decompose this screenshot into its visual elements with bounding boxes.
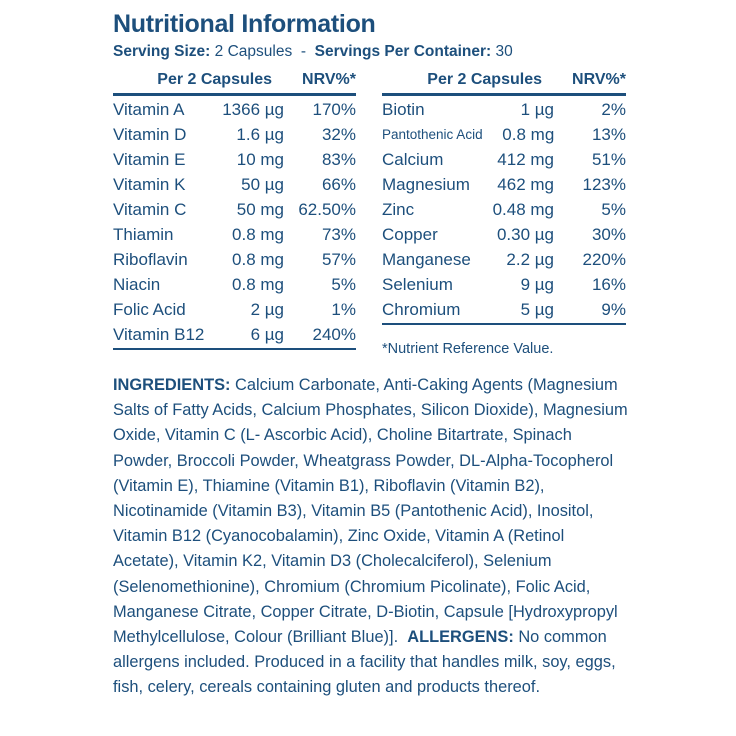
nutrient-name: Copper — [382, 225, 438, 245]
serving-info — [113, 43, 513, 61]
nutrient-nrv: 51% — [591, 149, 626, 169]
nutrient-row — [113, 172, 356, 197]
header-nrv: NRV%* — [302, 71, 356, 88]
nutrient-name: Niacin — [113, 275, 161, 295]
nutrient-row — [382, 298, 626, 323]
nutrient-nrv: 32% — [321, 124, 356, 144]
nutrient-row — [113, 147, 356, 172]
nutrient-name: Biotin — [382, 99, 425, 119]
nutrient-name: Magnesium — [382, 174, 470, 194]
nutrient-nrv: 83% — [321, 149, 356, 169]
nutrient-amount: 0.8 mg — [232, 225, 284, 245]
nutrient-row — [113, 273, 356, 298]
header-nrv: NRV%* — [572, 71, 626, 88]
nutrient-row — [382, 273, 626, 298]
nutrient-nrv: 170% — [312, 99, 356, 119]
nutrient-nrv: 220% — [582, 250, 626, 270]
serving-size-value: 2 Capsules — [214, 43, 293, 60]
nutrient-nrv: 66% — [321, 174, 356, 194]
nutrient-nrv: 57% — [321, 250, 356, 270]
table-header — [382, 67, 626, 93]
nutrient-amount: 0.8 mg — [232, 250, 284, 270]
nutrient-row — [113, 97, 356, 122]
nutrient-amount: 412 mg — [497, 149, 554, 169]
nutrient-row — [382, 147, 626, 172]
nutrient-nrv: 9% — [601, 300, 626, 320]
nutrient-amount: 6 µg — [250, 325, 284, 345]
header-amount: Per 2 Capsules — [427, 71, 542, 88]
nutrient-row — [113, 298, 356, 323]
nutrient-row — [382, 122, 626, 147]
nutrient-amount: 1 µg — [520, 99, 554, 119]
nutrient-name: Vitamin D — [113, 124, 187, 144]
nutrient-nrv: 30% — [591, 225, 626, 245]
nutrient-name: Pantothenic Acid — [382, 127, 483, 143]
nutrient-nrv: 13% — [591, 124, 626, 144]
nutrient-name: Vitamin K — [113, 174, 186, 194]
nutrient-amount: 0.30 µg — [496, 225, 554, 245]
nutrient-name: Zinc — [382, 199, 415, 219]
nutrient-row — [382, 97, 626, 122]
nutrient-name: Selenium — [382, 275, 453, 295]
nutrient-name: Manganese — [382, 250, 471, 270]
nutrient-amount: 10 mg — [236, 149, 284, 169]
nutrient-amount: 0.48 mg — [492, 199, 554, 219]
servings-per-container-value: 30 — [495, 43, 513, 60]
nutrient-amount: 0.8 mg — [232, 275, 284, 295]
nutrient-name: Thiamin — [113, 225, 174, 245]
nutrient-row — [113, 197, 356, 222]
nutrient-amount: 50 µg — [241, 174, 284, 194]
nutrient-nrv: 123% — [582, 174, 626, 194]
nutrient-nrv: 73% — [321, 225, 356, 245]
serving-separator: - — [300, 43, 306, 60]
nutrient-nrv: 2% — [601, 99, 626, 119]
nutrient-row — [382, 197, 626, 222]
table-header — [113, 67, 356, 93]
nutrient-amount: 1366 µg — [222, 99, 284, 119]
nutrient-row — [113, 323, 356, 348]
allergens-text: No common allergens included. Produced in a facility that handles milk, soy, eggs, fish, celery, cereals containing gluten and products thereof. — [113, 628, 616, 697]
nutrient-amount: 9 µg — [520, 275, 554, 295]
nutrient-row — [382, 248, 626, 273]
nutrient-name: Vitamin C — [113, 199, 187, 219]
serving-size-label: Serving Size: — [113, 43, 211, 60]
table-bottom-rule — [113, 348, 356, 350]
nutrient-amount: 1.6 µg — [236, 124, 284, 144]
page-title: Nutritional Information — [113, 10, 376, 38]
nutrient-name: Vitamin A — [113, 99, 185, 119]
table-bottom-rule — [382, 323, 626, 325]
ingredients-block — [113, 373, 633, 701]
nutrient-row — [382, 172, 626, 197]
nutrient-nrv: 5% — [601, 199, 626, 219]
nutrient-row — [113, 222, 356, 247]
nutrient-name: Vitamin B12 — [113, 325, 205, 345]
nutrient-row — [113, 122, 356, 147]
nutrient-table-right — [382, 67, 626, 325]
nutrient-name: Folic Acid — [113, 300, 186, 320]
nutrient-nrv: 16% — [591, 275, 626, 295]
header-amount: Per 2 Capsules — [157, 71, 272, 88]
nutrient-amount: 50 mg — [236, 199, 284, 219]
nutrient-nrv: 1% — [331, 300, 356, 320]
ingredients-text: Calcium Carbonate, Anti-Caking Agents (Magnesium Salts of Fatty Acids, Calcium Phosphates, Silicon Dioxide), Magnesium Oxide, Vitamin C (L- Ascorbic Acid), Choline Bitartrate, Spinach Powder, Broccoli Powder, Wheatgrass Powder, DL-Alpha-Tocopherol (Vitamin E), Thiamine (Vitamin B1), Riboflavin (Vitamin B2), Nicotinamide (Vitamin B3), Vitamin B5 (Pantothenic Acid), Inositol, Vitamin B12 (Cyanocobalamin), Zinc Oxide, Vitamin A (Retinol Acetate), Vitamin K2, Vitamin D3 (Cholecalciferol), Selenium (Selenomethionine), Chromium (Chromium Picolinate), Folic Acid, Manganese Citrate, Copper Citrate, D-Biotin, Capsule [Hydroxypropyl Methylcellulose, Colour (Brilliant Blue)]. — [113, 376, 628, 647]
nutrient-nrv: 5% — [331, 275, 356, 295]
nutrient-amount: 5 µg — [520, 300, 554, 320]
nutrient-amount: 0.8 mg — [502, 124, 555, 144]
nutrient-name: Vitamin E — [113, 149, 186, 169]
nutrient-name: Riboflavin — [113, 250, 188, 270]
nutrient-table-left — [113, 67, 356, 350]
allergens-label: ALLERGENS: — [407, 628, 514, 647]
nutrient-row — [113, 248, 356, 273]
nutrient-amount: 462 mg — [497, 174, 554, 194]
nutrient-row — [382, 222, 626, 247]
ingredients-label: INGREDIENTS: — [113, 376, 231, 394]
servings-per-container-label: Servings Per Container: — [314, 43, 492, 60]
nutrient-amount: 2 µg — [250, 300, 284, 320]
nutrient-nrv: 62.50% — [298, 199, 356, 219]
nutrient-amount: 2.2 µg — [506, 250, 554, 270]
nutrient-nrv: 240% — [312, 325, 356, 345]
nrv-footnote: *Nutrient Reference Value. — [382, 341, 554, 357]
nutrient-name: Chromium — [382, 300, 461, 320]
nutrient-name: Calcium — [382, 149, 444, 169]
